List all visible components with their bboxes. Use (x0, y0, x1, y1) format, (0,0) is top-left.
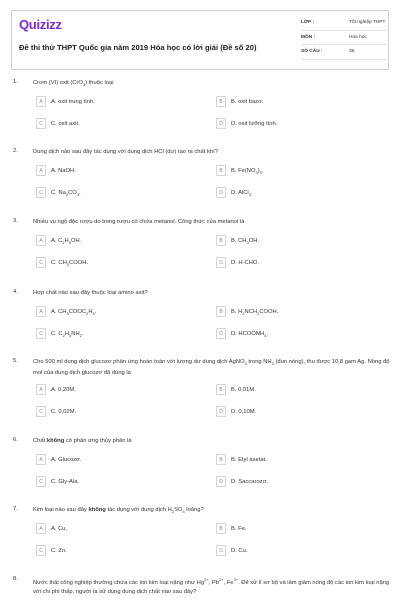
option-letter-badge: C (36, 476, 46, 487)
option-text: C. Gly-Ala. (51, 478, 80, 485)
question-text: Crom (VI) oxit (CrO$_3$) thuộc loại (33, 80, 114, 88)
option-letter-badge: A (36, 454, 46, 465)
option-text: A. Cu. (51, 525, 68, 532)
option-text: B. Fe. (231, 525, 247, 532)
option-letter-badge: D (216, 118, 226, 129)
question-text: Nước thải công nghiệp thường chứa các ion kim loại nặng như $Hg^{2+}$, $Pb^{2+}$, $Fe^{3+}$. Để xử lí sơ bộ và làm giảm nồng độ các ion kim loại nặng với chi phí thấp, người ta sử dụng dung dịch chất nào sau đây? (33, 577, 390, 595)
option-letter-badge: B (216, 454, 226, 465)
question-number: 8. (13, 576, 18, 582)
option-text: B. $H_2NCH_2COOH$. (231, 308, 279, 316)
question-text: Chất không có phản ứng thủy phân là (33, 438, 132, 444)
question-text: Kim loại nào sau đây không tác dụng với dung dịch $H_2SO_4$ loãng? (33, 507, 204, 515)
option-letter-badge: D (216, 257, 226, 268)
question-text: Nhiều vụ ngộ độc rượu do trong rượu có chứa metanol. Công thức của metanol là (33, 219, 245, 225)
option-text: C. $Na_2CO_3$. (51, 189, 81, 197)
option-text: C. $CH_3COOH$. (51, 259, 89, 267)
option-letter-badge: B (216, 165, 226, 176)
option-text: C. Zn. (51, 547, 67, 554)
option-text: A. 0,20M. (51, 386, 76, 393)
question-number: 4. (13, 289, 18, 295)
option-text: D. H-CHO. (231, 259, 260, 266)
option-text: D. $HCOONH_4$. (231, 330, 269, 338)
option-text: C. oxit axit. (51, 120, 80, 127)
question-number: 6. (13, 437, 18, 443)
option-letter-badge: A (36, 96, 46, 107)
option-letter-badge: B (216, 96, 226, 107)
option-text: A. oxit trung tính. (51, 98, 95, 105)
option-text: B. 0,01M. (231, 386, 256, 393)
option-letter-badge: D (216, 187, 226, 198)
question-text: Dung dịch nào sau đây tác dụng với dung dịch HCl (dư) tạo ra chất khí? (33, 149, 218, 155)
option-letter-badge: A (36, 384, 46, 395)
option-letter-badge: A (36, 306, 46, 317)
quizizz-logo: Quizizz (19, 17, 62, 32)
option-text: B. oxit bazơ. (231, 98, 264, 105)
option-text: A. $C_2H_5OH$. (51, 237, 82, 245)
question-number: 1. (13, 79, 18, 85)
question-text: Cho 500 ml dung dịch glucozơ phản ứng hoàn toàn với lượng dư dung dịch AgNO$_3$ trong $NH_3$ (đun nóng), thu được 10,8 gam Ag. Nồng độ mol của dung dịch glucozơ đã dùng là (33, 359, 390, 376)
option-letter-badge: C (36, 406, 46, 417)
question-number: 2. (13, 148, 18, 154)
option-text: D. 0,10M. (231, 408, 257, 415)
meta-value: Tốt nghiệp THPT (349, 20, 386, 25)
option-text: D. AlCl$_3$. (231, 189, 253, 197)
option-letter-badge: B (216, 235, 226, 246)
option-letter-badge: B (216, 306, 226, 317)
option-letter-badge: C (36, 545, 46, 556)
option-text: D. oxit lưỡng tính. (231, 120, 278, 127)
question-text: Hợp chất nào sau đây thuộc loại amino axit? (33, 290, 148, 296)
option-letter-badge: D (216, 406, 226, 417)
option-text: D. Cu. (231, 547, 248, 554)
option-letter-badge: D (216, 328, 226, 339)
option-text: D. Saccarozơ. (231, 478, 268, 485)
option-text: B. $CH_3OH$. (231, 237, 260, 245)
option-letter-badge: C (36, 257, 46, 268)
option-letter-badge: A (36, 523, 46, 534)
option-letter-badge: B (216, 384, 226, 395)
meta-label: LỚP : (301, 20, 315, 25)
question-number: 5. (13, 358, 18, 364)
meta-value: Hóa học (349, 34, 367, 40)
document-title: Đề thi thử THPT Quốc gia năm 2019 Hóa học có lời giải (Đề số 20) (19, 43, 257, 52)
option-letter-badge: A (36, 165, 46, 176)
option-text: C. 0,02M. (51, 408, 77, 415)
option-text: B. $Fe(NO_3)_3$. (231, 167, 264, 175)
option-letter-badge: B (216, 523, 226, 534)
question-number: 7. (13, 506, 18, 512)
option-letter-badge: D (216, 476, 226, 487)
option-text: B. Etyl axetat. (231, 456, 267, 463)
option-text: A. $CH_3COOC_2H_5$. (51, 308, 97, 316)
option-letter-badge: C (36, 328, 46, 339)
option-letter-badge: D (216, 545, 226, 556)
option-text: A. NaOH. (51, 167, 76, 174)
question-number: 3. (13, 218, 18, 224)
meta-label: MÔN : (301, 34, 316, 40)
option-letter-badge: C (36, 118, 46, 129)
option-text: C. $C_2H_5NH_2$. (51, 330, 84, 338)
option-letter-badge: C (36, 187, 46, 198)
option-letter-badge: A (36, 235, 46, 246)
meta-label: SỐ CÂU : (301, 49, 323, 54)
meta-value: 36 (349, 49, 355, 54)
option-text: A. Glucozơ. (51, 456, 82, 463)
